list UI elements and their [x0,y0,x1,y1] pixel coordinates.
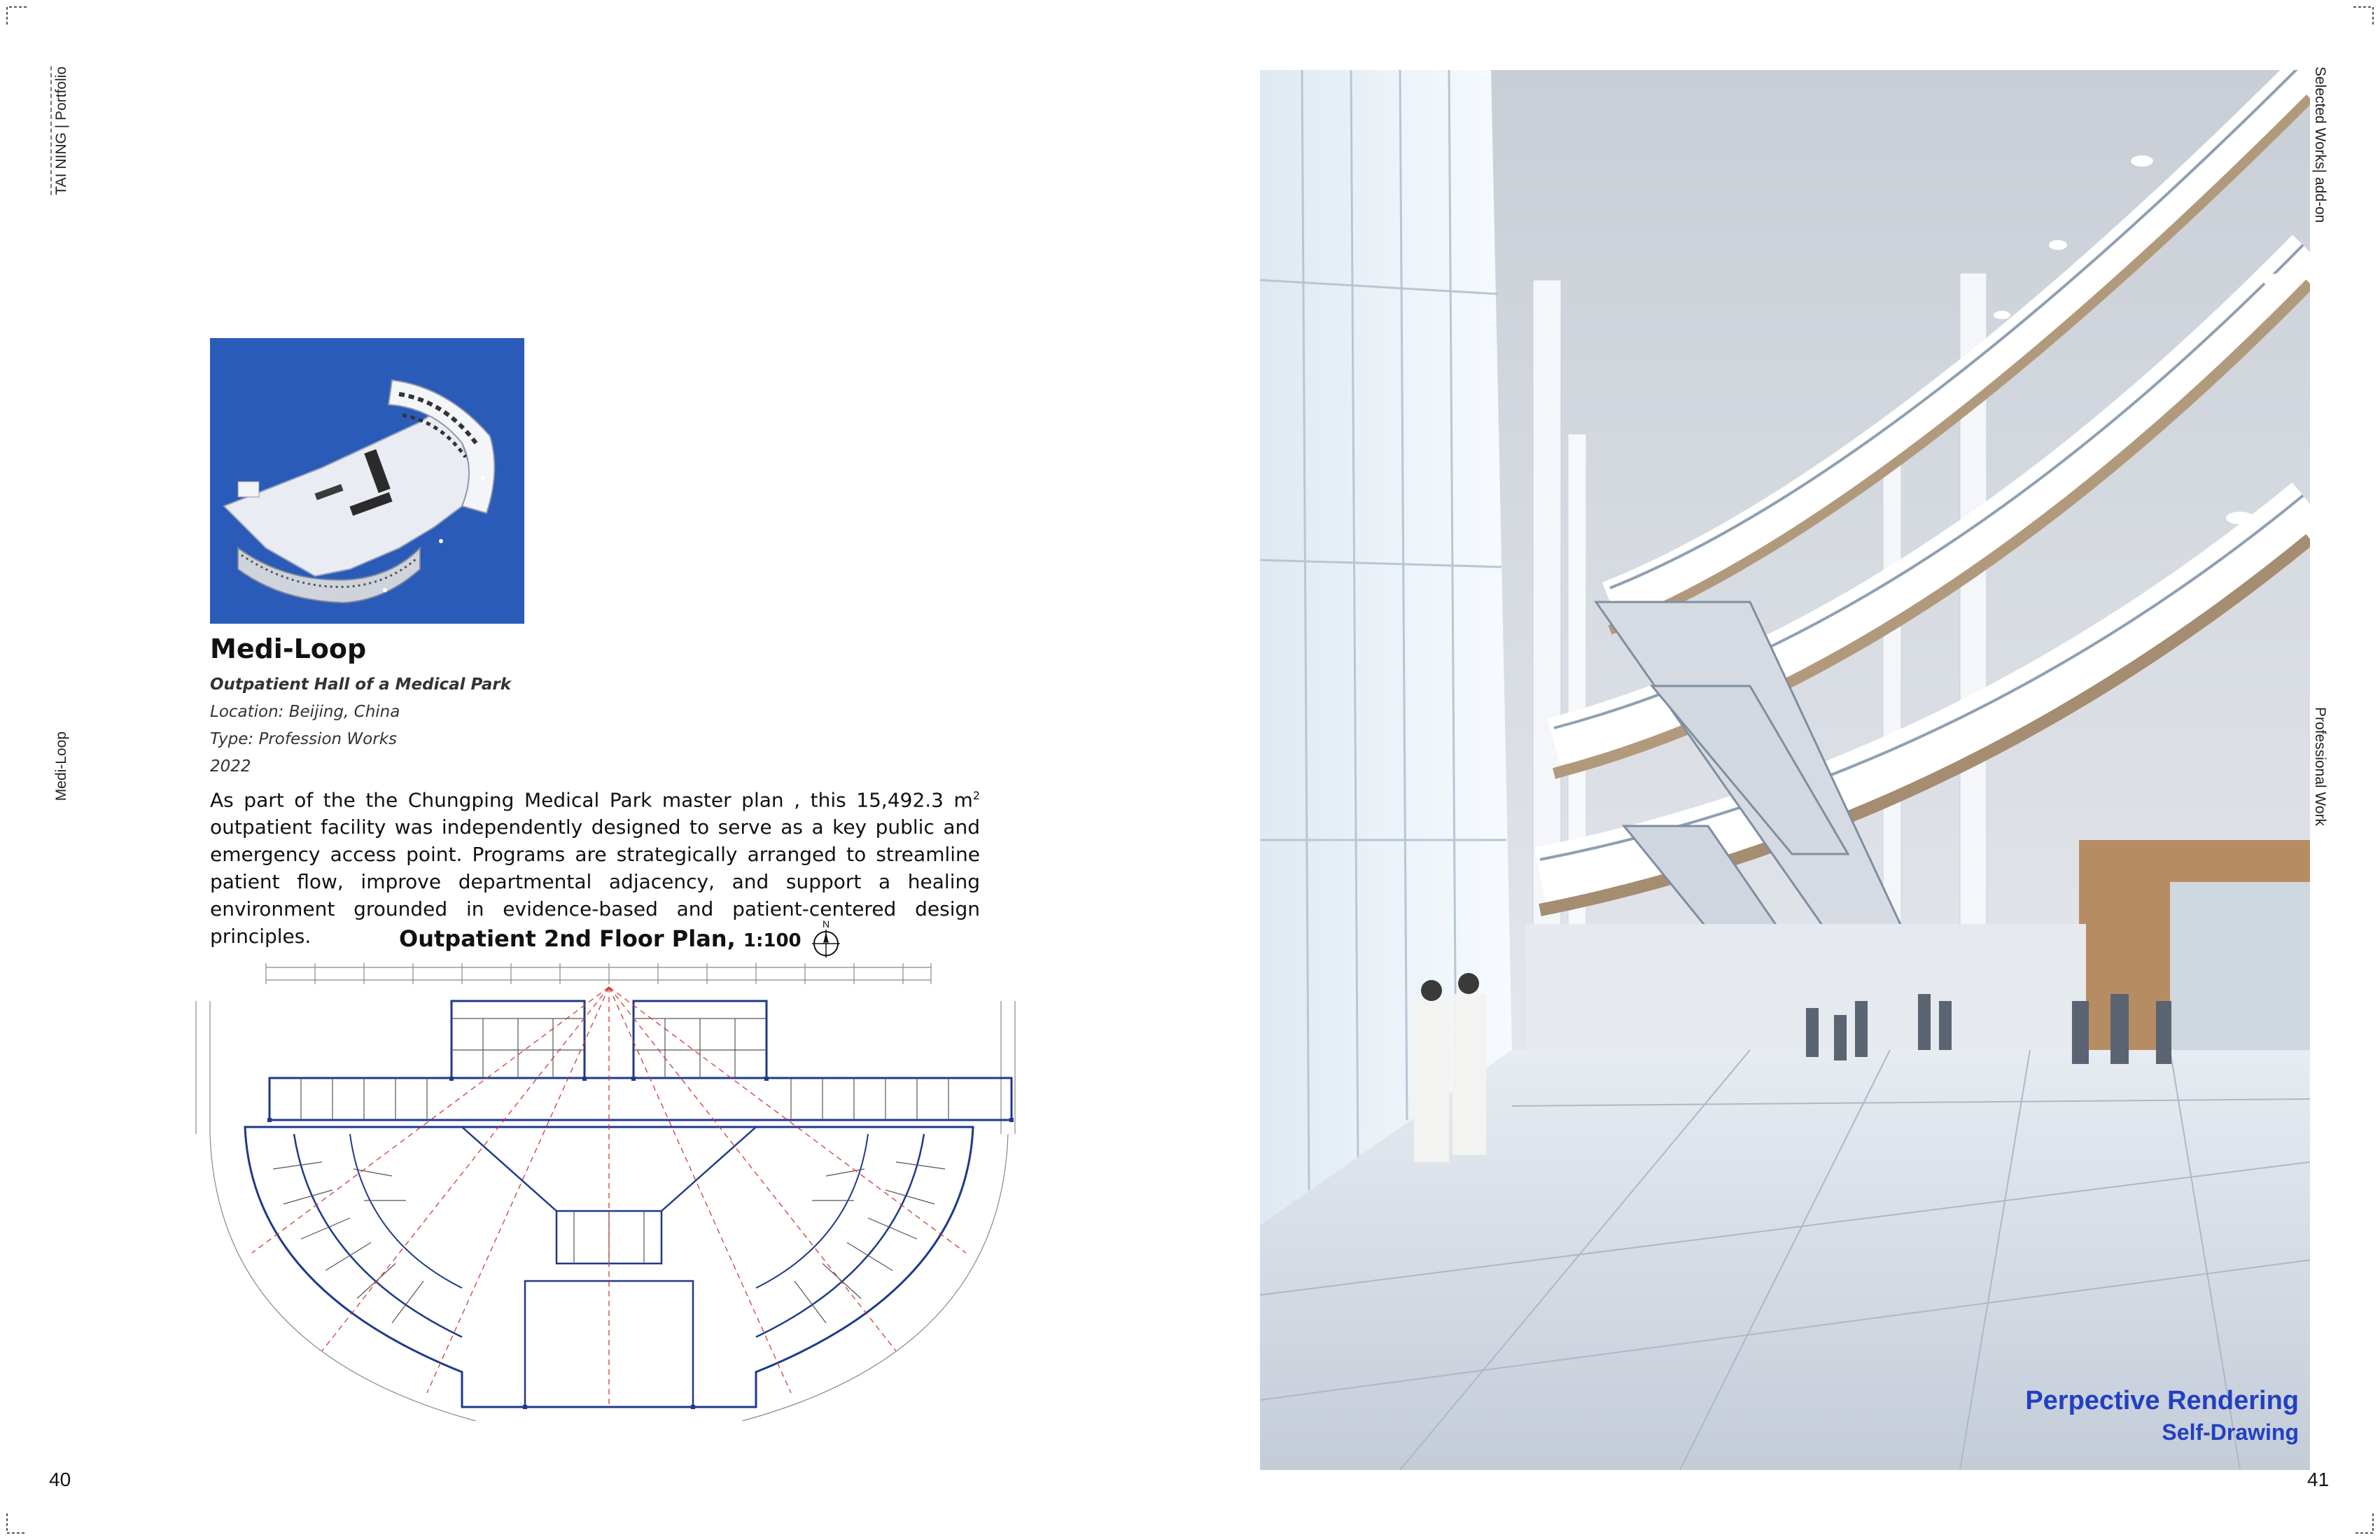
atrium-rendering-image [1260,70,2310,1470]
running-header-left: TAI NING | Portfolio [50,66,70,195]
section-label-left: Medi-Loop [53,732,69,802]
crop-mark-top-left [6,6,27,27]
project-subtitle: Outpatient Hall of a Medical Park [210,676,512,694]
north-label: N [822,918,830,930]
perspective-rendering [1260,70,2310,1470]
project-year: 2022 [210,757,251,776]
description-text-end: outpatient facility was independently designed to serve as a key public and emergency access point. Programs are strategically arranged to streamline patient flow, improve departmental adjacency, and support a healing environment grounded in evidence-based and patient-centered design principles. [210,816,980,948]
floor-plan-drawing [182,959,1036,1421]
project-title: Medi-Loop [210,634,367,664]
project-location: Location: Beijing, China [210,703,400,721]
crop-mark-bottom-right [2353,1513,2374,1534]
rendering-credit: Self-Drawing [2162,1420,2299,1445]
floor-plan-title [399,925,802,952]
section-label-right: Professional Work [2312,707,2328,827]
page-number-left: 40 [49,1469,71,1490]
description-superscript: 2 [972,789,980,802]
description-text-start: As part of the the Chungping Medical Park master plan , this 15,492.3 m [210,788,973,812]
north-arrow [812,918,840,960]
rendering-caption: Perpective Rendering [2025,1386,2299,1415]
crop-mark-bottom-left [6,1513,27,1534]
page-number-right: 41 [2307,1469,2330,1490]
north-arrow-icon [812,930,840,958]
axonometric-model-image [210,338,524,624]
floor-plan-scale: 1:100 [743,930,802,951]
crop-mark-top-right [2353,6,2374,27]
floor-plan-title-text: Outpatient 2nd Floor Plan, [399,925,736,952]
project-thumbnail [210,338,524,624]
project-type: Type: Profession Works [210,730,398,748]
running-header-right: Selected Works| add-on [2312,66,2328,223]
